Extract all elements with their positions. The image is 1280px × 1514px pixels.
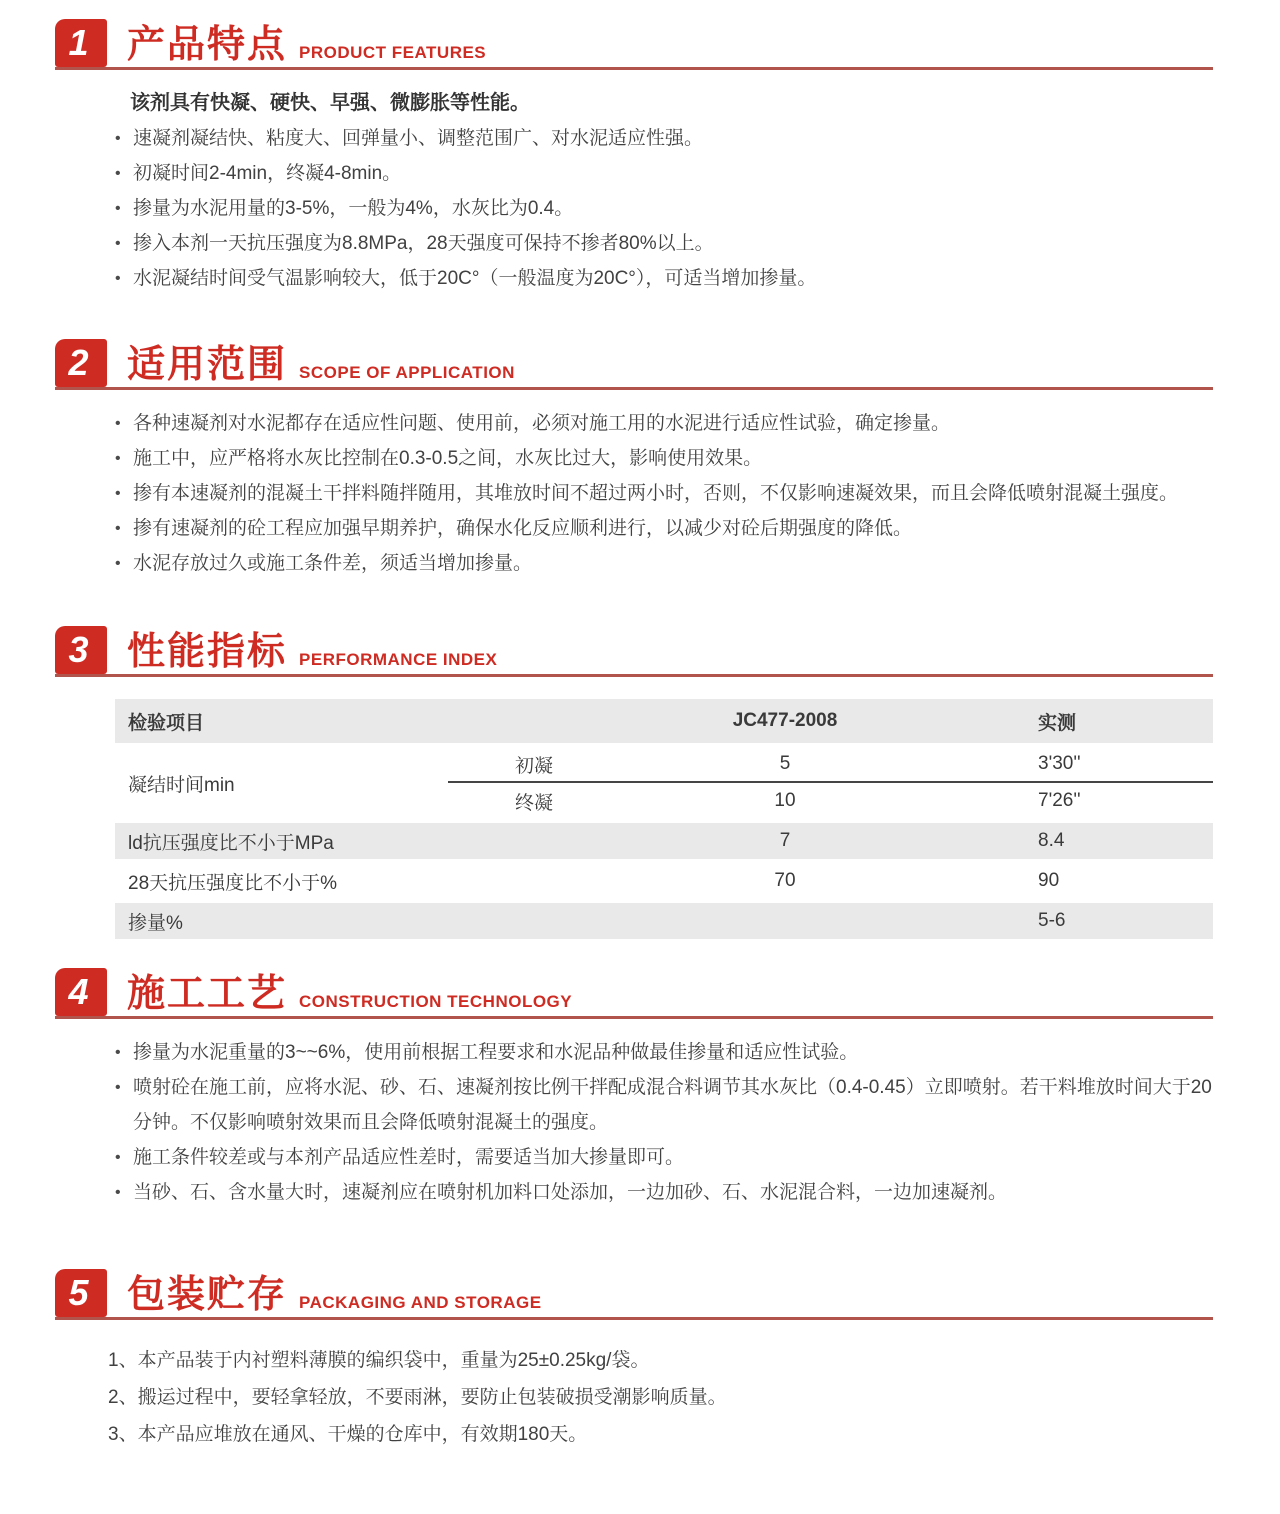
table-cell-measured: 3'30'' bbox=[1038, 753, 1081, 774]
bullet-item: • 各种速凝剂对水泥都存在适应性问题、使用前，必须对施工用的水泥进行适应性试验，确定掺量。 bbox=[115, 406, 1220, 441]
performance-table bbox=[115, 699, 1213, 939]
section-title-zh: 产品特点 bbox=[127, 24, 288, 66]
section-number-badge bbox=[55, 626, 107, 674]
bullet-item: • 掺入本剂一天抗压强度为8.8MPa，28天强度可保持不掺者80%以上。 bbox=[115, 226, 1220, 261]
section-product-features bbox=[0, 18, 1280, 296]
bullet-item: • 当砂、石、含水量大时，速凝剂应在喷射机加料口处添加，一边加砂、石、水泥混合料，一边加速凝剂。 bbox=[115, 1175, 1220, 1210]
table-cell-standard: 7 bbox=[779, 830, 791, 851]
table-header-item: 检验项目 bbox=[128, 712, 205, 734]
table-cell-label: ld抗压强度比不小于MPa bbox=[128, 832, 334, 854]
table-header-standard: JC477-2008 bbox=[732, 710, 838, 731]
section-construction-technology bbox=[0, 967, 1280, 1210]
section-title-en: SCOPE OF APPLICATION bbox=[299, 363, 515, 382]
setting-time-subrows bbox=[448, 747, 1213, 819]
numbered-item: 2、搬运过程中，要轻拿轻放，不要雨淋，要防止包装破损受潮影响质量。 bbox=[108, 1387, 727, 1408]
section-number-badge bbox=[55, 19, 107, 67]
table-cell-measured: 5-6 bbox=[1038, 910, 1066, 931]
table-cell-label: 28天抗压强度比不小于% bbox=[128, 872, 338, 894]
numbered-item: 3、本产品应堆放在通风、干燥的仓库中，有效期180天。 bbox=[108, 1424, 588, 1445]
table-row-setting-time bbox=[115, 747, 1213, 819]
section-number-badge bbox=[55, 339, 107, 387]
section-number: 2 bbox=[68, 342, 89, 383]
table-subrow-initial-set bbox=[448, 747, 1213, 783]
bullet-item: • 初凝时间2-4min，终凝4-8min。 bbox=[115, 156, 1220, 191]
section-number: 3 bbox=[68, 629, 89, 670]
table-cell-measured: 7'26'' bbox=[1038, 790, 1081, 811]
section-header bbox=[55, 967, 1213, 1019]
section-title-zh: 施工工艺 bbox=[127, 973, 288, 1015]
bullet-item: • 水泥存放过久或施工条件差，须适当增加掺量。 bbox=[115, 546, 1220, 581]
section-scope-of-application bbox=[0, 338, 1280, 581]
table-cell-measured: 8.4 bbox=[1038, 830, 1065, 851]
table-row bbox=[115, 823, 1213, 859]
bullet-item: • 施工中，应严格将水灰比控制在0.3-0.5之间，水灰比过大，影响使用效果。 bbox=[115, 441, 1220, 476]
table-cell-standard: 70 bbox=[774, 870, 796, 891]
table-cell-subname: 终凝 bbox=[514, 792, 553, 814]
section-number: 4 bbox=[68, 971, 89, 1012]
scope-list bbox=[115, 406, 1220, 581]
bullet-item: • 掺有速凝剂的砼工程应加强早期养护，确保水化反应顺利进行，以减少对砼后期强度的降低。 bbox=[115, 511, 1220, 546]
bullet-item: • 掺有本速凝剂的混凝土干拌料随拌随用，其堆放时间不超过两小时，否则，不仅影响速凝效果，而且会降低喷射混凝土强度。 bbox=[115, 476, 1220, 511]
section-number-badge bbox=[55, 968, 107, 1016]
table-cell-label: 掺量% bbox=[128, 912, 183, 934]
section-title-zh: 包装贮存 bbox=[127, 1274, 288, 1316]
table-subrow-final-set bbox=[448, 783, 1213, 819]
table-cell-standard: 10 bbox=[774, 790, 796, 811]
section-number: 1 bbox=[68, 22, 89, 63]
packaging-list bbox=[108, 1342, 1220, 1453]
table-row bbox=[115, 903, 1213, 939]
section-packaging-storage bbox=[0, 1268, 1280, 1453]
table-cell-label: 凝结时间min bbox=[128, 774, 235, 796]
section-header bbox=[55, 1268, 1213, 1320]
section-number: 5 bbox=[68, 1272, 89, 1313]
features-intro: 该剂具有快凝、硬快、早强、微膨胀等性能。 bbox=[130, 92, 530, 114]
table-header-measured: 实测 bbox=[1038, 712, 1077, 734]
bullet-item: • 水泥凝结时间受气温影响较大，低于20C°（一般温度为20C°），可适当增加掺量。 bbox=[115, 261, 1220, 296]
section-title-zh: 适用范围 bbox=[127, 344, 288, 386]
table-header-row bbox=[115, 699, 1213, 743]
table-row bbox=[115, 863, 1213, 899]
table-cell-measured: 90 bbox=[1038, 870, 1060, 891]
bullet-item: • 喷射砼在施工前，应将水泥、砂、石、速凝剂按比例干拌配成混合料调节其水灰比（0.4-0.45）立即喷射。若干料堆放时间大于20分钟。不仅影响喷射效果而且会降低喷射混凝土的强度。 bbox=[115, 1070, 1220, 1140]
section-performance-index bbox=[0, 625, 1280, 939]
section-title-en: PRODUCT FEATURES bbox=[299, 43, 487, 62]
numbered-item: 1、本产品装于内衬塑料薄膜的编织袋中，重量为25±0.25kg/袋。 bbox=[108, 1350, 650, 1371]
section-title-zh: 性能指标 bbox=[127, 631, 288, 673]
bullet-item: • 速凝剂凝结快、粘度大、回弹量小、调整范围广、对水泥适应性强。 bbox=[115, 121, 1220, 156]
construction-list bbox=[115, 1035, 1220, 1210]
section-number-badge bbox=[55, 1269, 107, 1317]
bullet-item: • 施工条件较差或与本剂产品适应性差时，需要适当加大掺量即可。 bbox=[115, 1140, 1220, 1175]
table-cell-standard: 5 bbox=[779, 753, 791, 774]
table-cell-subname: 初凝 bbox=[514, 755, 553, 777]
features-list bbox=[115, 121, 1220, 296]
section-header bbox=[55, 625, 1213, 677]
bullet-item: • 掺量为水泥用量的3-5%，一般为4%，水灰比为0.4。 bbox=[115, 191, 1220, 226]
section-title-en: CONSTRUCTION TECHNOLOGY bbox=[299, 992, 573, 1011]
section-header bbox=[55, 18, 1213, 70]
bullet-item: • 掺量为水泥重量的3~~6%，使用前根据工程要求和水泥品种做最佳掺量和适应性试验。 bbox=[115, 1035, 1220, 1070]
section-title-en: PERFORMANCE INDEX bbox=[299, 650, 498, 669]
section-header bbox=[55, 338, 1213, 390]
section-title-en: PACKAGING AND STORAGE bbox=[299, 1293, 542, 1312]
